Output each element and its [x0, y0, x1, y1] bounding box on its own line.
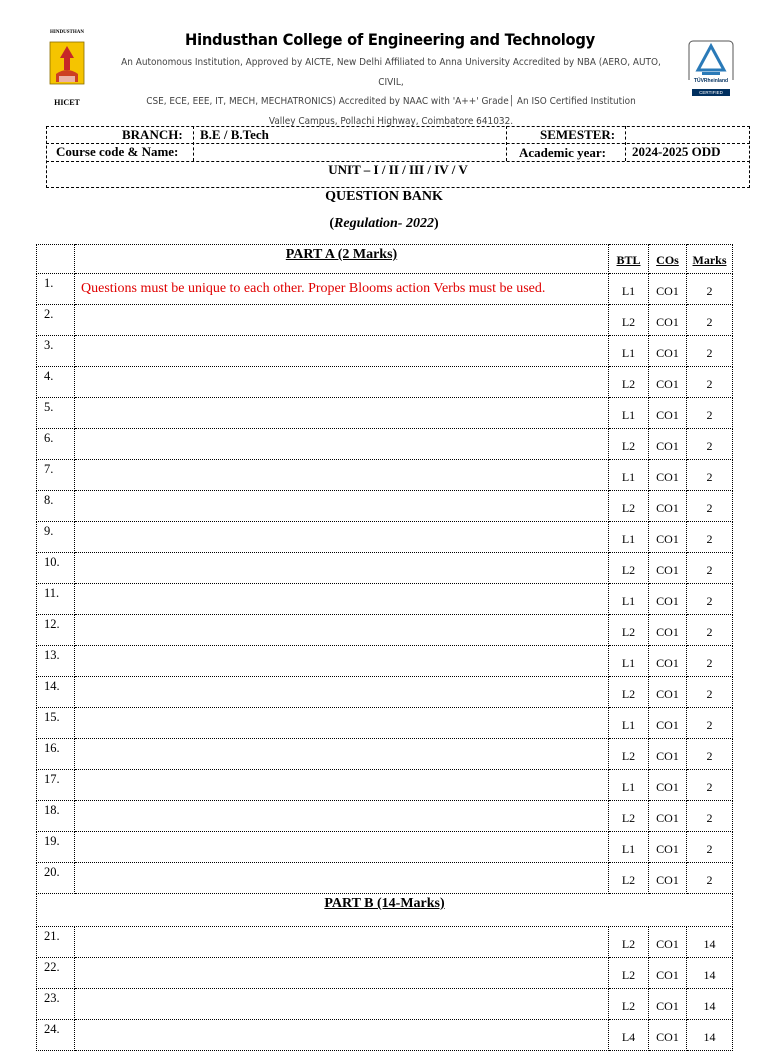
question-text[interactable] — [75, 801, 609, 832]
course-outcome: CO1 — [649, 460, 687, 491]
marks-value: 2 — [687, 274, 733, 305]
marks-value: 2 — [687, 398, 733, 429]
question-text[interactable] — [75, 677, 609, 708]
table-row — [37, 739, 733, 770]
course-code-label: Course code & Name: — [56, 144, 179, 159]
question-number: 24. — [37, 1020, 75, 1051]
table-row — [37, 522, 733, 553]
regulation-open-paren: ( — [329, 216, 335, 231]
course-outcome: CO1 — [649, 522, 687, 553]
table-row — [37, 708, 733, 739]
question-number: 10. — [37, 553, 75, 584]
btl-level: L2 — [609, 863, 649, 894]
question-text[interactable] — [75, 398, 609, 429]
table-row — [37, 989, 733, 1020]
course-outcome: CO1 — [649, 989, 687, 1020]
table-row — [37, 801, 733, 832]
tuv-certified-badge: CERTIFIED — [692, 89, 730, 96]
part-a-header-row — [37, 245, 733, 274]
btl-level: L1 — [609, 646, 649, 677]
marks-value: 2 — [687, 305, 733, 336]
question-number: 18. — [37, 801, 75, 832]
tuv-certification-logo — [688, 40, 734, 104]
table-row — [37, 927, 733, 958]
btl-level: L1 — [609, 584, 649, 615]
marks-value: 2 — [687, 522, 733, 553]
marks-value: 2 — [687, 770, 733, 801]
question-text[interactable]: Questions must be unique to each other. Proper Blooms action Verbs must be used. — [75, 274, 609, 305]
table-row — [37, 646, 733, 677]
btl-level: L2 — [609, 305, 649, 336]
header-num-cell — [37, 245, 75, 274]
course-outcome: CO1 — [649, 491, 687, 522]
question-number: 20. — [37, 863, 75, 894]
course-info-box — [46, 126, 750, 188]
logo-bottom-text: HICET — [54, 98, 80, 107]
btl-level: L1 — [609, 274, 649, 305]
question-text[interactable] — [75, 305, 609, 336]
table-row — [37, 491, 733, 522]
college-description-line2: CSE, ECE, EEE, IT, MECH, MECHATRONICS) Accredited by NAAC with 'A++' Grade│ An ISO Certified Institution — [146, 96, 636, 107]
college-description-line3: Valley Campus, Pollachi Highway, Coimbatore 641032. — [268, 115, 514, 127]
regulation-text: Regulation- 2022 — [334, 216, 434, 231]
question-number: 15. — [37, 708, 75, 739]
marks-value: 2 — [687, 367, 733, 398]
course-outcome: CO1 — [649, 615, 687, 646]
question-text[interactable] — [75, 336, 609, 367]
question-text[interactable] — [75, 927, 609, 958]
table-row — [37, 1020, 733, 1051]
question-number: 16. — [37, 739, 75, 770]
marks-value: 2 — [687, 863, 733, 894]
logo-top-text: HINDUSTHAN — [50, 30, 84, 35]
course-outcome: CO1 — [649, 584, 687, 615]
marks-value: 2 — [687, 460, 733, 491]
college-name: Hindusthan College of Engineering and Technology — [185, 30, 595, 49]
btl-level: L2 — [609, 801, 649, 832]
marks-value: 2 — [687, 677, 733, 708]
btl-level: L1 — [609, 336, 649, 367]
cos-column-header: COs — [649, 245, 687, 274]
question-number: 4. — [37, 367, 75, 398]
tuv-logo-text: TÜVRheinland — [693, 78, 729, 84]
btl-level: L2 — [609, 491, 649, 522]
table-row — [37, 336, 733, 367]
btl-level: L1 — [609, 832, 649, 863]
branch-label: BRANCH: — [122, 127, 183, 142]
part-a-heading: PART A (2 Marks) — [75, 245, 609, 274]
table-row — [37, 460, 733, 491]
question-number: 1. — [37, 274, 75, 305]
table-row — [37, 274, 733, 305]
btl-level: L2 — [609, 367, 649, 398]
question-text[interactable] — [75, 863, 609, 894]
question-text[interactable] — [75, 958, 609, 989]
marks-value: 2 — [687, 739, 733, 770]
course-outcome: CO1 — [649, 801, 687, 832]
question-table — [36, 244, 733, 1051]
marks-value: 2 — [687, 615, 733, 646]
btl-level: L1 — [609, 770, 649, 801]
table-row — [37, 398, 733, 429]
question-bank-title: QUESTION BANK — [325, 189, 443, 204]
table-row — [37, 770, 733, 801]
question-text[interactable] — [75, 1020, 609, 1051]
table-row — [37, 832, 733, 863]
course-outcome: CO1 — [649, 553, 687, 584]
marks-value: 2 — [687, 832, 733, 863]
course-outcome: CO1 — [649, 927, 687, 958]
marks-value: 2 — [687, 801, 733, 832]
course-outcome: CO1 — [649, 367, 687, 398]
question-number: 7. — [37, 460, 75, 491]
course-outcome: CO1 — [649, 1020, 687, 1051]
table-row — [37, 863, 733, 894]
question-text[interactable] — [75, 832, 609, 863]
btl-level: L2 — [609, 958, 649, 989]
question-number: 6. — [37, 429, 75, 460]
question-number: 14. — [37, 677, 75, 708]
marks-value: 14 — [687, 989, 733, 1020]
question-number: 21. — [37, 927, 75, 958]
question-number: 5. — [37, 398, 75, 429]
btl-level: L2 — [609, 429, 649, 460]
btl-level: L2 — [609, 553, 649, 584]
question-text[interactable] — [75, 460, 609, 491]
question-number: 13. — [37, 646, 75, 677]
question-text[interactable] — [75, 491, 609, 522]
semester-label: SEMESTER: — [540, 127, 616, 142]
question-number: 2. — [37, 305, 75, 336]
question-text[interactable] — [75, 367, 609, 398]
academic-year-label: Academic year: — [519, 145, 606, 160]
question-number: 17. — [37, 770, 75, 801]
marks-value: 14 — [687, 927, 733, 958]
academic-year-value: 2024-2025 ODD — [632, 144, 721, 159]
course-outcome: CO1 — [649, 708, 687, 739]
question-text[interactable] — [75, 739, 609, 770]
college-description-line1: An Autonomous Institution, Approved by AICTE, New Delhi Affiliated to Anna University Accredited by NBA (AERO, AUTO, CIVIL, — [121, 57, 661, 88]
regulation-line — [0, 216, 768, 232]
table-row — [37, 615, 733, 646]
btl-level: L1 — [609, 522, 649, 553]
btl-level: L2 — [609, 927, 649, 958]
course-outcome: CO1 — [649, 677, 687, 708]
course-outcome: CO1 — [649, 770, 687, 801]
table-row — [37, 584, 733, 615]
btl-level: L4 — [609, 1020, 649, 1051]
marks-value: 2 — [687, 336, 733, 367]
part-b-heading: PART B (14-Marks) — [37, 894, 733, 927]
college-description — [117, 53, 666, 131]
question-text[interactable] — [75, 615, 609, 646]
college-emblem-icon — [44, 30, 90, 96]
btl-level: L1 — [609, 708, 649, 739]
question-number: 11. — [37, 584, 75, 615]
course-outcome: CO1 — [649, 336, 687, 367]
table-row — [37, 677, 733, 708]
question-number: 9. — [37, 522, 75, 553]
question-number: 22. — [37, 958, 75, 989]
part-b-header-row — [37, 894, 733, 927]
marks-value: 2 — [687, 553, 733, 584]
btl-column-header: BTL — [609, 245, 649, 274]
question-text[interactable] — [75, 553, 609, 584]
course-outcome: CO1 — [649, 398, 687, 429]
course-outcome: CO1 — [649, 429, 687, 460]
unit-line: UNIT – I / II / III / IV / V — [328, 162, 468, 177]
question-number: 23. — [37, 989, 75, 1020]
regulation-close-paren: ) — [433, 216, 439, 231]
course-outcome: CO1 — [649, 832, 687, 863]
table-row — [37, 367, 733, 398]
course-outcome: CO1 — [649, 739, 687, 770]
question-text[interactable] — [75, 429, 609, 460]
btl-level: L1 — [609, 398, 649, 429]
course-outcome: CO1 — [649, 863, 687, 894]
marks-value: 2 — [687, 584, 733, 615]
question-number: 8. — [37, 491, 75, 522]
marks-value: 2 — [687, 708, 733, 739]
marks-value: 14 — [687, 1020, 733, 1051]
course-outcome: CO1 — [649, 958, 687, 989]
marks-column-header: Marks — [687, 245, 733, 274]
marks-value: 2 — [687, 491, 733, 522]
tuv-triangle-icon — [688, 40, 734, 80]
question-text[interactable] — [75, 708, 609, 739]
btl-level: L1 — [609, 460, 649, 491]
marks-value: 14 — [687, 958, 733, 989]
course-outcome: CO1 — [649, 305, 687, 336]
btl-level: L2 — [609, 615, 649, 646]
btl-level: L2 — [609, 989, 649, 1020]
course-outcome: CO1 — [649, 646, 687, 677]
question-text[interactable] — [75, 584, 609, 615]
course-outcome: CO1 — [649, 274, 687, 305]
marks-value: 2 — [687, 429, 733, 460]
question-text[interactable] — [75, 989, 609, 1020]
question-text[interactable] — [75, 770, 609, 801]
question-number: 19. — [37, 832, 75, 863]
question-text[interactable] — [75, 522, 609, 553]
question-text[interactable] — [75, 646, 609, 677]
branch-value: B.E / B.Tech — [200, 127, 269, 142]
marks-value: 2 — [687, 646, 733, 677]
btl-level: L2 — [609, 677, 649, 708]
table-row — [37, 553, 733, 584]
question-number: 3. — [37, 336, 75, 367]
question-number: 12. — [37, 615, 75, 646]
table-row — [37, 305, 733, 336]
table-row — [37, 958, 733, 989]
table-row — [37, 429, 733, 460]
college-logo — [44, 30, 90, 110]
btl-level: L2 — [609, 739, 649, 770]
